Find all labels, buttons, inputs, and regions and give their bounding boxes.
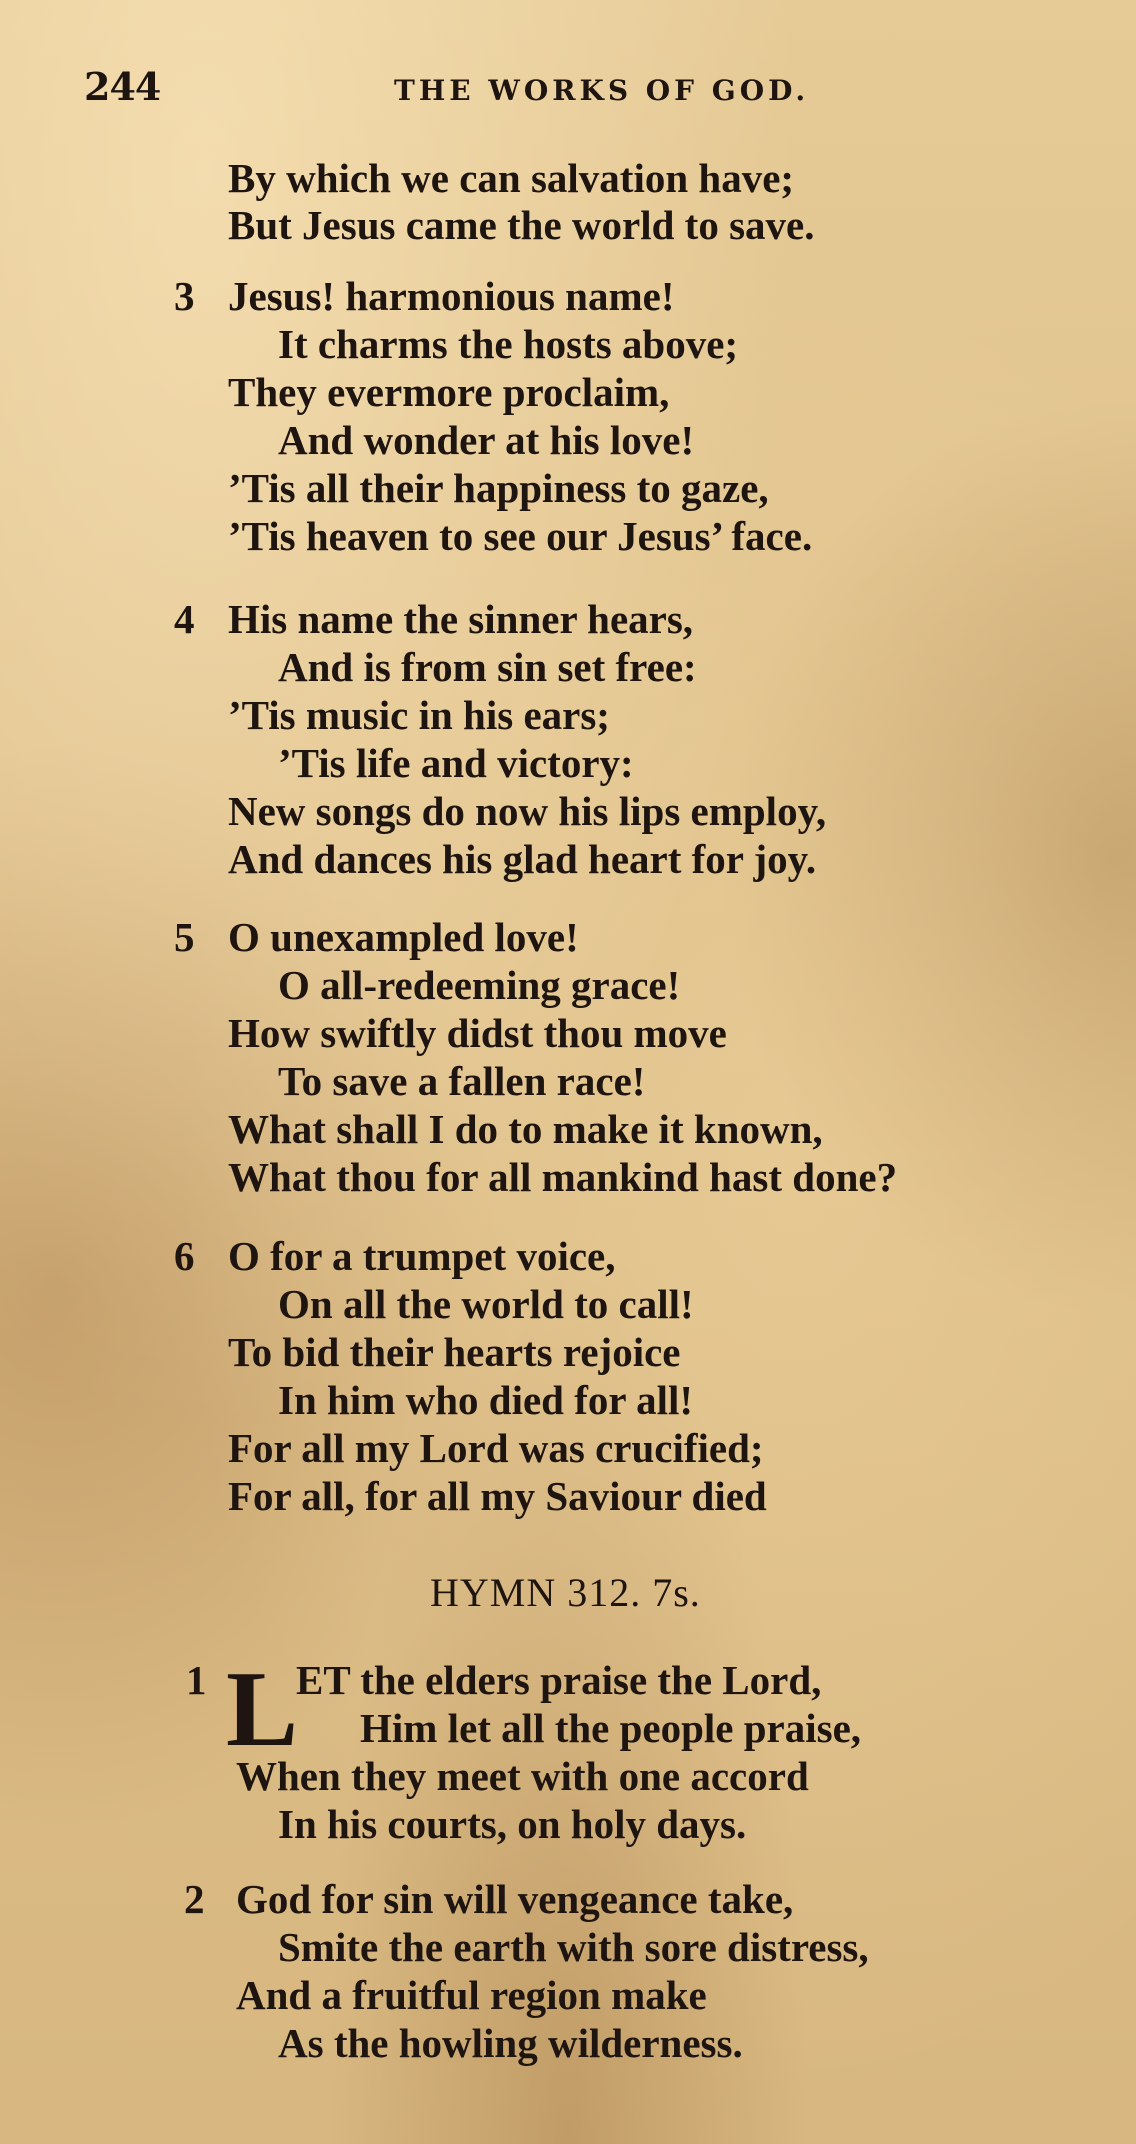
verse-line: And wonder at his love! [278,417,695,463]
stanza-number: 2 [184,1876,205,1922]
verse-line: To bid their hearts rejoice [228,1329,681,1375]
verse-line: For all, for all my Saviour died [228,1473,767,1519]
verse-line: New songs do now his lips employ, [228,788,827,834]
verse-line: O all-redeeming grace! [278,962,681,1008]
verse-line: In his courts, on holy days. [278,1801,747,1847]
verse-line: How swiftly didst thou move [228,1010,727,1056]
verse-line: When they meet with one accord [236,1753,809,1799]
verse-line: O for a trumpet voice, [228,1233,616,1279]
verse-line: O unexampled love! [228,914,579,960]
hymn-title: HYMN 312. 7s. [430,1570,701,1615]
verse-line: Smite the earth with sore distress, [278,1924,869,1970]
verse-line: ’Tis music in his ears; [228,692,610,738]
page-header [0,64,1136,114]
verse-line: And dances his glad heart for joy. [228,836,817,882]
stanza-number: 4 [174,596,195,642]
page-number: 244 [84,64,161,109]
verse-line: And a fruitful region make [236,1972,707,2018]
verse-line: Him let all the people praise, [360,1705,862,1751]
verse-line: ’Tis heaven to see our Jesus’ face. [228,513,813,559]
drop-cap: L [226,1650,299,1769]
verse-line: His name the sinner hears, [228,596,694,642]
verse-line: What shall I do to make it known, [228,1106,823,1152]
verse-line: To save a fallen race! [278,1058,646,1104]
verse-line: ’Tis life and victory: [278,740,634,786]
carryover-line: By which we can salvation have; [228,155,795,201]
stanza-number: 6 [174,1233,195,1279]
verse-line: For all my Lord was crucified; [228,1425,764,1471]
stanza-number: 3 [174,273,195,319]
verse-line: As the howling wilderness. [278,2020,743,2066]
stanza-number: 5 [174,914,195,960]
verse-line: And is from sin set free: [278,644,697,690]
verse-line: In him who died for all! [278,1377,694,1423]
verse-line: It charms the hosts above; [278,321,739,367]
verse-line: Jesus! harmonious name! [228,273,675,319]
verse-line: ET the elders praise the Lord, [296,1657,822,1703]
verse-line: They evermore proclaim, [228,369,670,415]
verse-line: On all the world to call! [278,1281,694,1327]
verse-line: ’Tis all their happiness to gaze, [228,465,769,511]
stanza-number: 1 [186,1657,207,1703]
verse-line: What thou for all mankind hast done? [228,1154,898,1200]
carryover-line: But Jesus came the world to save. [228,202,815,248]
running-head: THE WORKS OF GOD. [394,74,810,107]
verse-line: God for sin will vengeance take, [236,1876,794,1922]
